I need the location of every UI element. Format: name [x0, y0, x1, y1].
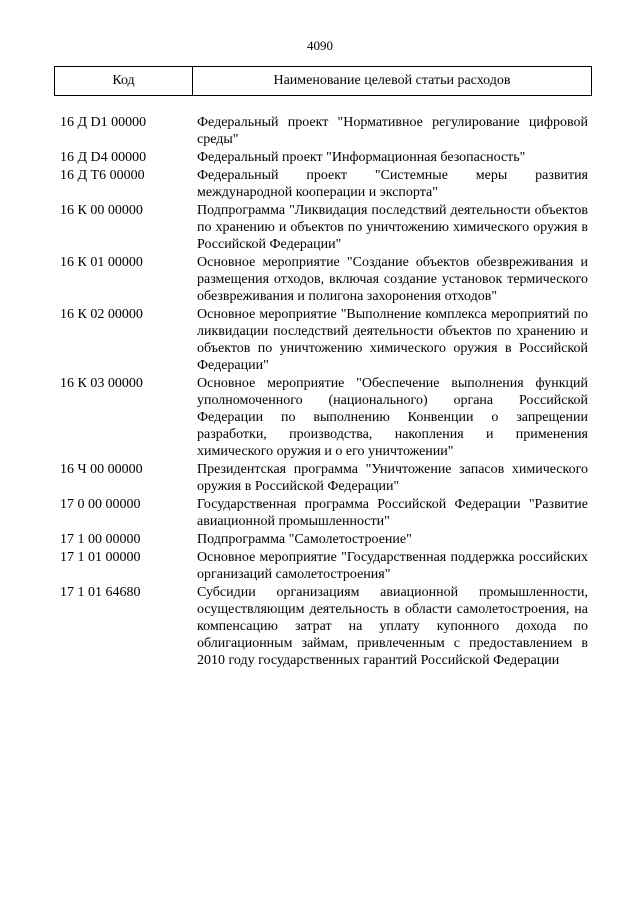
row-name: Подпрограмма "Самолетостроение" — [197, 532, 412, 547]
table-row — [60, 461, 588, 495]
page-number: 4090 — [307, 38, 333, 53]
row-code: 16 Д D1 00000 — [60, 115, 147, 130]
table-row — [60, 254, 588, 305]
row-name: Основное мероприятие "Обеспечение выполнения функций уполномоченного (национального) органа Российской Федерации по выполнению Конвенции о запрещении разработки, производства, накопления и применения химического оружия и о его уничтожении" — [197, 376, 588, 459]
row-code: 16 К 02 00000 — [60, 307, 143, 322]
table-row — [60, 114, 588, 148]
table-row — [60, 167, 588, 201]
table-row — [60, 306, 588, 374]
table-row — [60, 496, 588, 530]
column-header-code: Код — [55, 67, 193, 95]
row-code: 16 К 03 00000 — [60, 376, 143, 391]
row-code: 17 1 01 00000 — [60, 550, 141, 565]
row-name: Основное мероприятие "Государственная поддержка российских организаций самолетостроения" — [197, 550, 588, 582]
table-row — [60, 202, 588, 253]
row-code: 16 Д D4 00000 — [60, 150, 147, 165]
table-row — [60, 149, 588, 166]
row-code: 16 Ч 00 00000 — [60, 462, 143, 477]
row-name: Субсидии организациям авиационной промышленности, осуществляющим деятельность в области самолетостроения, на компенсацию затрат на уплату купонного дохода по облигационным займам, привлеченным с предоставлением в 2010 году государственных гарантий Российской Федерации — [197, 585, 588, 668]
row-code: 17 1 01 64680 — [60, 585, 141, 600]
row-name: Федеральный проект "Нормативное регулирование цифровой среды" — [197, 115, 588, 147]
table-row — [60, 549, 588, 583]
row-name: Федеральный проект "Системные меры развития международной кооперации и экспорта" — [197, 168, 588, 200]
table-row — [60, 375, 588, 460]
row-code: 16 К 00 00000 — [60, 203, 143, 218]
row-name: Подпрограмма "Ликвидация последствий деятельности объектов по хранению и объектов по уничтожению химического оружия в Российской Федерации" — [197, 203, 588, 252]
row-code: 16 Д Т6 00000 — [60, 168, 145, 183]
column-header-name: Наименование целевой статьи расходов — [273, 73, 511, 88]
row-name: Основное мероприятие "Создание объектов обезвреживания и размещения отходов, включая создание установок термического обезвреживания и полигона захоронения отходов" — [197, 255, 588, 304]
row-name: Основное мероприятие "Выполнение комплекса мероприятий по ликвидации последствий деятельности объектов по хранению и объектов по уничтожению химического оружия в Российской Федерации" — [197, 307, 588, 373]
row-name: Президентская программа "Уничтожение запасов химического оружия в Российской Федерации" — [197, 462, 588, 494]
row-code: 17 0 00 00000 — [60, 497, 141, 512]
table-body — [60, 114, 588, 670]
table-row — [60, 584, 588, 669]
row-name: Федеральный проект "Информационная безопасность" — [197, 150, 526, 165]
row-name: Государственная программа Российской Федерации "Развитие авиационной промышленности" — [197, 497, 588, 529]
row-code: 16 К 01 00000 — [60, 255, 143, 270]
table-row — [60, 531, 588, 548]
row-code: 17 1 00 00000 — [60, 532, 141, 547]
table-header — [54, 66, 592, 96]
